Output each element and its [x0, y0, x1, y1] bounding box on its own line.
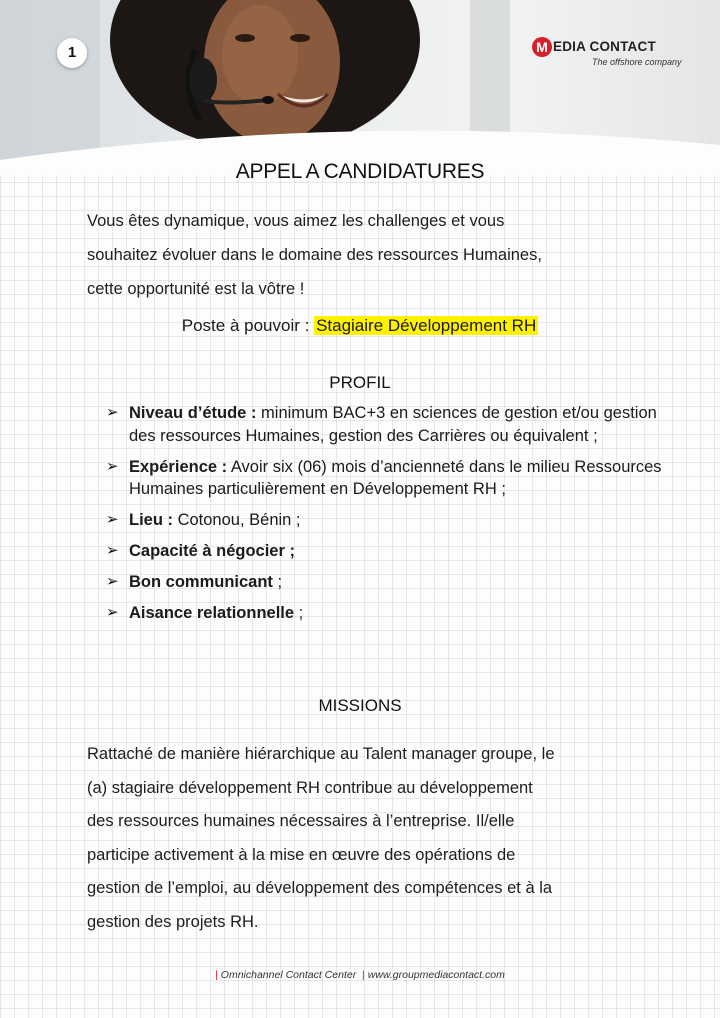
profil-item-label: Aisance relationnelle: [129, 604, 295, 622]
profil-list: [106, 402, 666, 633]
profil-item-label: Niveau d’étude :: [129, 404, 257, 422]
footer-divider: |: [362, 969, 365, 981]
arrow-bullet-icon: ➢: [106, 511, 119, 528]
profil-item-text: Cotonou, Bénin ;: [173, 511, 301, 529]
intro-line: cette opportunité est la vôtre !: [87, 280, 305, 298]
profil-item: [106, 456, 666, 501]
hero-illustration: [0, 0, 720, 175]
arrow-bullet-icon: ➢: [106, 457, 119, 475]
profil-item: [106, 402, 666, 447]
footer-website[interactable]: www.groupmediacontact.com: [367, 969, 505, 981]
arrow-bullet-icon: ➢: [106, 604, 119, 621]
profil-item-label: Bon communicant: [129, 573, 273, 591]
intro-paragraph: [87, 204, 647, 306]
profil-item-text: ;: [294, 604, 304, 622]
arrow-bullet-icon: ➢: [106, 404, 119, 421]
footer-divider: |: [215, 969, 218, 981]
missions-line: participe activement à la mise en œuvre des opérations de: [87, 845, 516, 864]
profil-item-text: Avoir six (06) mois d’ancienneté dans le milieu Ressources Humaines particulièrement en Développement RH ;: [129, 457, 662, 498]
intro-line: souhaitez évoluer dans le domaine des ressources Humaines,: [87, 246, 542, 264]
profil-item: [106, 571, 666, 594]
profil-item: [106, 509, 666, 532]
missions-paragraph: [87, 738, 647, 939]
missions-line: gestion de l’emploi, au développement des compétences et à la: [87, 879, 553, 897]
position-label: Poste à pouvoir :: [181, 316, 310, 335]
missions-heading: MISSIONS: [318, 696, 402, 715]
position-value: Stagiaire Développement RH: [316, 316, 537, 335]
logo-tagline: The offshore company: [592, 57, 682, 67]
intro-line: Vous êtes dynamique, vous aimez les challenges et vous: [87, 212, 505, 230]
page-number-badge: 1: [57, 38, 87, 68]
profil-item-label: Lieu :: [129, 511, 173, 529]
footer: [0, 969, 720, 981]
missions-line: Rattaché de manière hiérarchique au Talent manager groupe, le: [87, 745, 555, 763]
profil-item-text: minimum BAC+3 en sciences de gestion et/ou gestion des ressources Humaines, gestion des Carrières ou équivalent ;: [129, 404, 657, 445]
profil-heading: PROFIL: [329, 373, 391, 392]
profil-item: [106, 602, 666, 625]
logo-m-icon: M: [532, 37, 552, 57]
missions-line: des ressources humaines nécessaires à l’entreprise. Il/elle: [87, 812, 515, 830]
profil-item-text: ;: [272, 573, 283, 591]
company-logo: [522, 31, 692, 77]
logo-name: EDIA CONTACT: [553, 39, 656, 54]
footer-tagline: Omnichannel Contact Center: [220, 969, 357, 981]
position-line: [0, 316, 720, 336]
profil-item: [106, 540, 666, 563]
document-title: APPEL A CANDIDATURES: [235, 160, 485, 183]
profil-item-label: Capacité à négocier ;: [129, 542, 295, 560]
profil-item-label: Expérience :: [129, 457, 228, 476]
missions-line: (a) stagiaire développement RH contribue au développement: [87, 778, 533, 797]
arrow-bullet-icon: ➢: [106, 542, 119, 559]
missions-line: gestion des projets RH.: [87, 912, 259, 931]
arrow-bullet-icon: ➢: [106, 573, 119, 590]
header-photo: [0, 0, 720, 175]
